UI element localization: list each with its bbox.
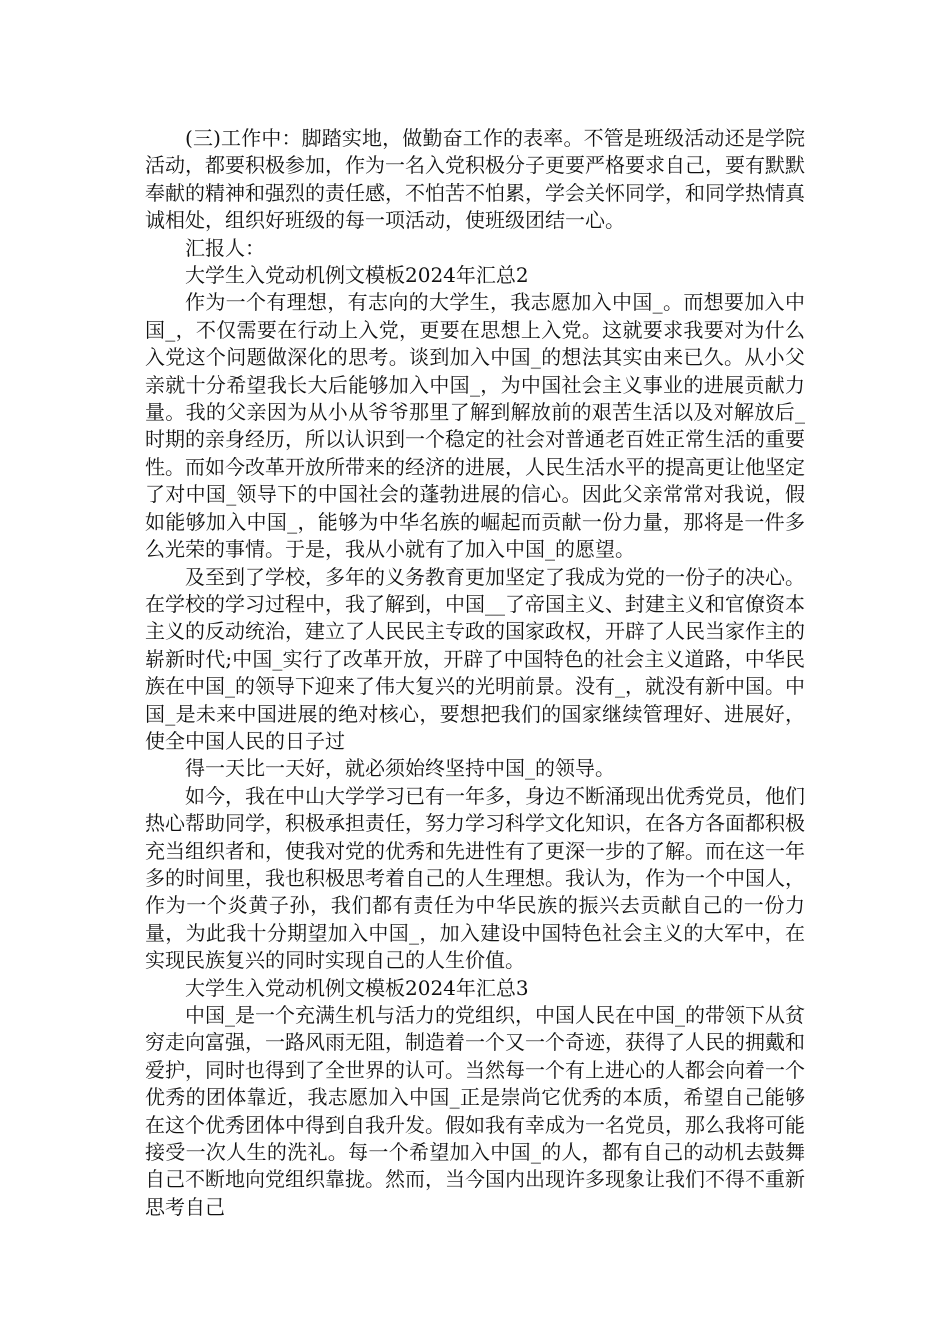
paragraph-reporter: 汇报人：: [185, 235, 265, 260]
paragraph-university: 如今，我在中山大学学习已有一年多，身边不断涌现出优秀党员，他们热心帮助同学，积极承担责任，努力学习科学文化知识，在各方各面都积极充当组织者和，使我对党的优秀和先进性有了更深一步的了解。而在这一年多的时间里，我也积极思考着自己的人生理想。我认为，作为一个中国人，作为一个炎黄子孙，我们都有责任为中华民族的振兴去贡献自己的一份力量，为此我十分期望加入中国_，加入建设中国特色社会主义的大军中，在实现民族复兴的同时实现自己的人生价值。: [145, 783, 805, 973]
paragraph-school: 及至到了学校，多年的义务教育更加坚定了我成为党的一份子的决心。在学校的学习过程中，我了解到，中国__了帝国主义、封建主义和官僚资本主义的反动统治，建立了人民民主专政的国家政权，开辟了人民当家作主的崭新时代;中国_实行了改革开放，开辟了中国特色的社会主义道路，中华民族在中国_的领导下迎来了伟大复兴的光明前景。没有_，就没有新中国。中国_是未来中国进展的绝对核心，要想把我们的国家继续管理好、进展好，使全中国人民的日子过: [145, 564, 805, 753]
paragraph-ideal: 作为一个有理想，有志向的大学生，我志愿加入中国_。而想要加入中国_，不仅需要在行动上入党，更要在思想上入党。这就要求我要对为什么入党这个问题做深化的思考。谈到加入中国_的想法其实由来已久。从小父亲就十分希望我长大后能够加入中国_，为中国社会主义事业的进展贡献力量。我的父亲因为从小从爷爷那里了解到解放前的艰苦生活以及对解放后_时期的亲身经历，所以认识到一个稳定的社会对普通老百姓正常生活的重要性。而如今改革开放所带来的经济的进展，人民生活水平的提高更让他坚定了对中国_领导下的中国社会的蓬勃进展的信心。因此父亲常常对我说，假如能够加入中国_，能够为中华名族的崛起而贡献一份力量，那将是一件多么光荣的事情。于是，我从小就有了加入中国_的愿望。: [145, 290, 805, 562]
paragraph-vitality: 中国_是一个充满生机与活力的党组织，中国人民在中国_的带领下从贫穷走向富强，一路风雨无阻，制造着一个又一个奇迹，获得了人民的拥戴和爱护，同时也得到了全世界的认可。当然每一个有上进心的人都会向着一个优秀的团体靠近，我志愿加入中国_正是崇尚它优秀的本质，希望自己能够在这个优秀团体中得到自我升发。假如我有幸成为一名党员，那么我将可能接受一次人生的洗礼。每一个希望加入中国_的人，都有自己的动机去鼓舞自己不断地向党组织靠拢。然而，当今国内出现许多现象让我们不得不重新思考自己: [145, 1003, 805, 1219]
paragraph-work-section: (三)工作中：脚踏实地，做勤奋工作的表率。不管是班级活动还是学院活动，都要积极参加，作为一名入党积极分子更要严格要求自己，要有默默奉献的精神和强烈的责任感，不怕苦不怕累，学会关怀同学，和同学热情真诚相处，组织好班级的每一项活动，使班级团结一心。: [145, 126, 805, 233]
heading-summary-3: 大学生入党动机例文模板2024年汇总3: [185, 975, 529, 1000]
heading-summary-2: 大学生入党动机例文模板2024年汇总2: [185, 263, 529, 288]
paragraph-leadership: 得一天比一天好，就必须始终坚持中国_的领导。: [185, 756, 615, 781]
document-body: [145, 125, 805, 1221]
